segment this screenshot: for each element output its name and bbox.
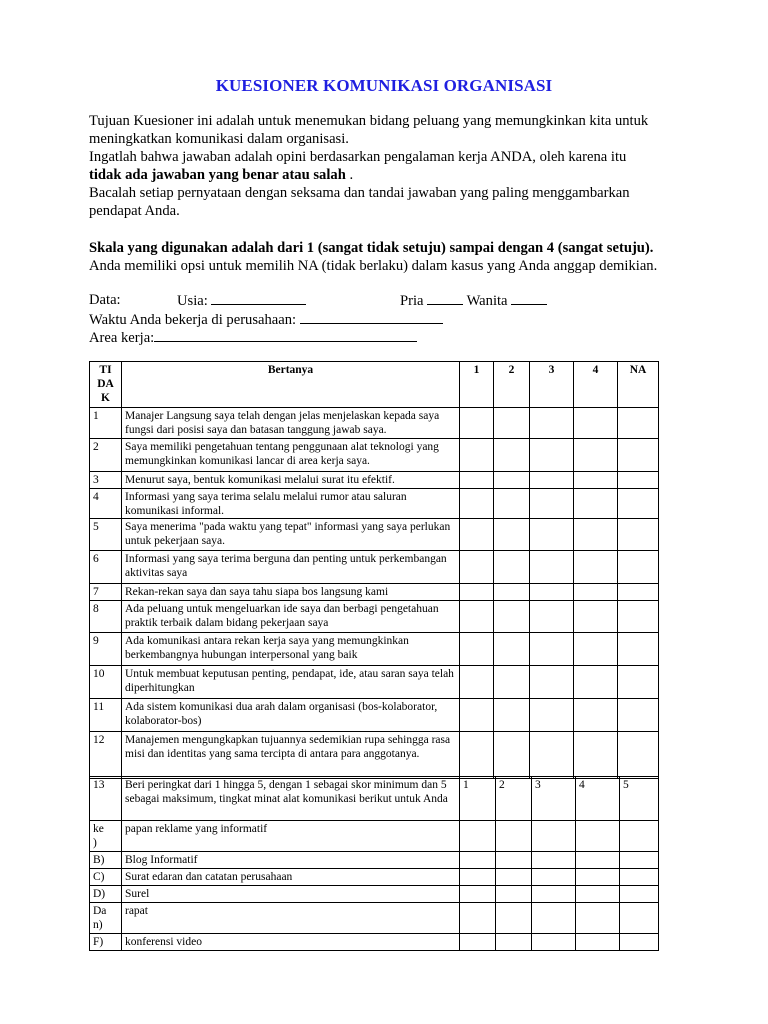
rank-cell-3[interactable] xyxy=(532,852,576,869)
answer-cell-4[interactable] xyxy=(574,732,618,779)
answer-cell-3[interactable] xyxy=(530,666,574,699)
ranking-score-4: 4 xyxy=(576,777,620,821)
area-blank[interactable] xyxy=(154,328,417,342)
answer-cell-4[interactable] xyxy=(574,666,618,699)
answer-cell-3[interactable] xyxy=(530,633,574,666)
waktu-label: Waktu Anda bekerja di perusahaan: xyxy=(89,312,297,328)
ranking-score-2: 2 xyxy=(496,777,532,821)
option-text: Surat edaran dan catatan perusahaan xyxy=(122,869,460,886)
answer-cell-na[interactable] xyxy=(618,732,659,779)
pria-label: Pria xyxy=(400,293,424,309)
answer-cell-na[interactable] xyxy=(618,666,659,699)
rank-cell-5[interactable] xyxy=(620,869,659,886)
intro-line-3: Ingatlah bahwa jawaban adalah opini berdasarkan pengalaman kerja ANDA, oleh karena itu xyxy=(89,149,627,165)
answer-cell-1[interactable] xyxy=(460,633,494,666)
answer-cell-4[interactable] xyxy=(574,489,618,519)
answer-cell-1[interactable] xyxy=(460,551,494,584)
header-score-4: 4 xyxy=(574,362,618,408)
answer-cell-2[interactable] xyxy=(494,408,530,439)
answer-cell-3[interactable] xyxy=(530,519,574,551)
rank-cell-4[interactable] xyxy=(576,886,620,903)
header-score-1: 1 xyxy=(460,362,494,408)
answer-cell-2[interactable] xyxy=(494,601,530,633)
table-row xyxy=(90,439,659,472)
rank-cell-4[interactable] xyxy=(576,903,620,934)
rank-cell-1[interactable] xyxy=(460,821,496,852)
ranking-row xyxy=(90,903,659,934)
table-row xyxy=(90,666,659,699)
rank-cell-1[interactable] xyxy=(460,869,496,886)
rank-cell-2[interactable] xyxy=(496,934,532,951)
scale-na-note: Anda memiliki opsi untuk memilih NA (tidak berlaku) dalam kasus yang Anda anggap demikian. xyxy=(89,258,658,274)
ranking-header-row xyxy=(90,777,659,821)
question-text: Rekan-rekan saya dan saya tahu siapa bos langsung kami xyxy=(122,584,460,601)
rank-cell-3[interactable] xyxy=(532,934,576,951)
rank-cell-1[interactable] xyxy=(460,852,496,869)
rank-cell-2[interactable] xyxy=(496,903,532,934)
scale-description: Skala yang digunakan adalah dari 1 (sangat tidak setuju) sampai dengan 4 (sangat setuju). xyxy=(89,240,654,256)
answer-cell-1[interactable] xyxy=(460,439,494,472)
table-header-row xyxy=(90,362,659,408)
table-row xyxy=(90,584,659,601)
question-text: Menurut saya, bentuk komunikasi melalui surat itu efektif. xyxy=(122,472,460,489)
answer-cell-na[interactable] xyxy=(618,633,659,666)
ranking-row xyxy=(90,934,659,951)
option-letter: C) xyxy=(90,869,122,886)
answer-cell-4[interactable] xyxy=(574,472,618,489)
option-text: konferensi video xyxy=(122,934,460,951)
answer-cell-na[interactable] xyxy=(618,699,659,732)
rank-cell-1[interactable] xyxy=(460,903,496,934)
rank-cell-4[interactable] xyxy=(576,869,620,886)
answer-cell-1[interactable] xyxy=(460,601,494,633)
form-row-waktu xyxy=(89,310,443,329)
row-number: 11 xyxy=(90,699,122,732)
intro-line-4 xyxy=(89,166,353,184)
answer-cell-4[interactable] xyxy=(574,551,618,584)
row-number: 7 xyxy=(90,584,122,601)
answer-cell-na[interactable] xyxy=(618,439,659,472)
question-text: Informasi yang saya terima berguna dan penting untuk perkembangan aktivitas saya xyxy=(122,551,460,584)
ranking-row xyxy=(90,852,659,869)
answer-cell-3[interactable] xyxy=(530,732,574,779)
rank-cell-2[interactable] xyxy=(496,852,532,869)
table-row xyxy=(90,699,659,732)
answer-cell-1[interactable] xyxy=(460,732,494,779)
data-label: Data: xyxy=(89,292,121,308)
intro-line-2: meningkatkan komunikasi dalam organisasi. xyxy=(89,131,349,147)
ranking-row xyxy=(90,886,659,903)
rank-cell-5[interactable] xyxy=(620,821,659,852)
rank-cell-1[interactable] xyxy=(460,886,496,903)
answer-cell-na[interactable] xyxy=(618,408,659,439)
table-row xyxy=(90,732,659,779)
answer-cell-1[interactable] xyxy=(460,489,494,519)
ranking-no: 13 xyxy=(90,777,122,821)
rank-cell-5[interactable] xyxy=(620,886,659,903)
row-number: 4 xyxy=(90,489,122,519)
answer-cell-3[interactable] xyxy=(530,601,574,633)
intro-line-1: Tujuan Kuesioner ini adalah untuk menemukan bidang peluang yang memungkinkan kita untuk xyxy=(89,113,649,129)
answer-cell-na[interactable] xyxy=(618,551,659,584)
answer-cell-2[interactable] xyxy=(494,551,530,584)
answer-cell-1[interactable] xyxy=(460,472,494,489)
answer-cell-3[interactable] xyxy=(530,551,574,584)
ranking-score-5: 5 xyxy=(620,777,659,821)
row-number: 8 xyxy=(90,601,122,633)
answer-cell-3[interactable] xyxy=(530,489,574,519)
rank-cell-4[interactable] xyxy=(576,852,620,869)
table-row xyxy=(90,551,659,584)
option-letter: B) xyxy=(90,852,122,869)
answer-cell-2[interactable] xyxy=(494,732,530,779)
rank-cell-2[interactable] xyxy=(496,821,532,852)
option-text: Blog Informatif xyxy=(122,852,460,869)
answer-cell-1[interactable] xyxy=(460,666,494,699)
ranking-instruction: Beri peringkat dari 1 hingga 5, dengan 1 sebagai skor minimum dan 5 sebagai maksimum, tingkat minat alat komunikasi berikut untuk Anda xyxy=(122,777,460,821)
ranking-row xyxy=(90,869,659,886)
table-row xyxy=(90,489,659,519)
header-no: TI DA K xyxy=(90,362,122,408)
rank-cell-2[interactable] xyxy=(496,886,532,903)
usia-blank[interactable] xyxy=(211,291,306,305)
answer-cell-4[interactable] xyxy=(574,601,618,633)
option-text: Surel xyxy=(122,886,460,903)
option-text: papan reklame yang informatif xyxy=(122,821,460,852)
question-text: Saya memiliki pengetahuan tentang penggunaan alat teknologi yang memungkinkan komunikasi lancar di area kerja saya. xyxy=(122,439,460,472)
answer-cell-4[interactable] xyxy=(574,633,618,666)
question-text: Saya menerima "pada waktu yang tepat" informasi yang saya perlukan untuk pekerjaan saya. xyxy=(122,519,460,551)
rank-cell-1[interactable] xyxy=(460,934,496,951)
answer-cell-2[interactable] xyxy=(494,472,530,489)
row-number: 5 xyxy=(90,519,122,551)
question-text: Manajer Langsung saya telah dengan jelas menjelaskan kepada saya fungsi dari posisi saya dan batasan tanggung jawab saya. xyxy=(122,408,460,439)
question-text: Untuk membuat keputusan penting, pendapat, ide, atau saran saya telah diperhitungkan xyxy=(122,666,460,699)
answer-cell-na[interactable] xyxy=(618,584,659,601)
ranking-table xyxy=(89,776,659,951)
answer-cell-2[interactable] xyxy=(494,584,530,601)
table-row xyxy=(90,519,659,551)
form-row-data xyxy=(89,291,689,309)
document-title: KUESIONER KOMUNIKASI ORGANISASI xyxy=(215,76,553,95)
rank-cell-4[interactable] xyxy=(576,821,620,852)
row-number: 1 xyxy=(90,408,122,439)
answer-cell-na[interactable] xyxy=(618,601,659,633)
ranking-score-3: 3 xyxy=(532,777,576,821)
answer-cell-2[interactable] xyxy=(494,489,530,519)
intro-line-4-end: . xyxy=(345,167,354,183)
header-score-2: 2 xyxy=(494,362,530,408)
ranking-row xyxy=(90,821,659,852)
answer-cell-2[interactable] xyxy=(494,439,530,472)
answer-cell-3[interactable] xyxy=(530,439,574,472)
rank-cell-3[interactable] xyxy=(532,869,576,886)
pria-blank[interactable] xyxy=(427,291,463,305)
usia-field[interactable] xyxy=(177,291,306,310)
answer-cell-4[interactable] xyxy=(574,408,618,439)
row-number: 2 xyxy=(90,439,122,472)
table-row xyxy=(90,472,659,489)
wanita-label: Wanita xyxy=(466,293,508,309)
answer-cell-4[interactable] xyxy=(574,439,618,472)
row-number: 6 xyxy=(90,551,122,584)
intro-emphasis: tidak ada jawaban yang benar atau salah xyxy=(89,167,346,183)
option-text: rapat xyxy=(122,903,460,934)
header-score-3: 3 xyxy=(530,362,574,408)
row-number: 10 xyxy=(90,666,122,699)
rank-cell-3[interactable] xyxy=(532,821,576,852)
rank-cell-5[interactable] xyxy=(620,852,659,869)
answer-cell-1[interactable] xyxy=(460,699,494,732)
answer-cell-4[interactable] xyxy=(574,699,618,732)
answer-cell-3[interactable] xyxy=(530,699,574,732)
answer-cell-2[interactable] xyxy=(494,699,530,732)
table-row xyxy=(90,601,659,633)
answer-cell-3[interactable] xyxy=(530,584,574,601)
answer-cell-3[interactable] xyxy=(530,472,574,489)
gender-field[interactable] xyxy=(400,291,547,310)
rank-cell-3[interactable] xyxy=(532,886,576,903)
header-score-na: NA xyxy=(618,362,659,408)
answer-cell-1[interactable] xyxy=(460,519,494,551)
answer-cell-na[interactable] xyxy=(618,519,659,551)
option-letter: D) xyxy=(90,886,122,903)
option-letter: F) xyxy=(90,934,122,951)
row-number: 12 xyxy=(90,732,122,779)
question-text: Ada sistem komunikasi dua arah dalam organisasi (bos-kolaborator, kolaborator-bos) xyxy=(122,699,460,732)
question-table xyxy=(89,361,659,779)
option-letter: ke ) xyxy=(90,821,122,852)
row-number: 3 xyxy=(90,472,122,489)
question-text: Ada peluang untuk mengeluarkan ide saya dan berbagi pengetahuan praktik terbaik dalam bidang pekerjaan saya xyxy=(122,601,460,633)
waktu-blank[interactable] xyxy=(300,310,443,324)
rank-cell-2[interactable] xyxy=(496,869,532,886)
area-label: Area kerja: xyxy=(89,330,155,346)
answer-cell-2[interactable] xyxy=(494,666,530,699)
table-row xyxy=(90,408,659,439)
intro-line-5: Bacalah setiap pernyataan dengan seksama dan tandai jawaban yang paling menggambarkan xyxy=(89,185,630,201)
rank-cell-4[interactable] xyxy=(576,934,620,951)
answer-cell-4[interactable] xyxy=(574,519,618,551)
answer-cell-1[interactable] xyxy=(460,408,494,439)
answer-cell-2[interactable] xyxy=(494,519,530,551)
rank-cell-5[interactable] xyxy=(620,934,659,951)
answer-cell-2[interactable] xyxy=(494,633,530,666)
row-number: 9 xyxy=(90,633,122,666)
answer-cell-3[interactable] xyxy=(530,408,574,439)
answer-cell-na[interactable] xyxy=(618,472,659,489)
intro-line-6: pendapat Anda. xyxy=(89,203,180,219)
form-row-area xyxy=(89,328,417,347)
question-text: Informasi yang saya terima selalu melalui rumor atau saluran komunikasi informal. xyxy=(122,489,460,519)
header-question: Bertanya xyxy=(122,362,460,408)
option-letter: Da n) xyxy=(90,903,122,934)
rank-cell-3[interactable] xyxy=(532,903,576,934)
table-row xyxy=(90,633,659,666)
ranking-score-1: 1 xyxy=(460,777,496,821)
rank-cell-5[interactable] xyxy=(620,903,659,934)
usia-label: Usia: xyxy=(177,293,208,309)
answer-cell-na[interactable] xyxy=(618,489,659,519)
answer-cell-1[interactable] xyxy=(460,584,494,601)
answer-cell-4[interactable] xyxy=(574,584,618,601)
wanita-blank[interactable] xyxy=(511,291,547,305)
question-text: Manajemen mengungkapkan tujuannya sedemikian rupa sehingga rasa misi dan identitas yang sama tercipta di antara para anggotanya. xyxy=(122,732,460,779)
question-text: Ada komunikasi antara rekan kerja saya yang memungkinkan berkembangnya hubungan interpersonal yang baik xyxy=(122,633,460,666)
